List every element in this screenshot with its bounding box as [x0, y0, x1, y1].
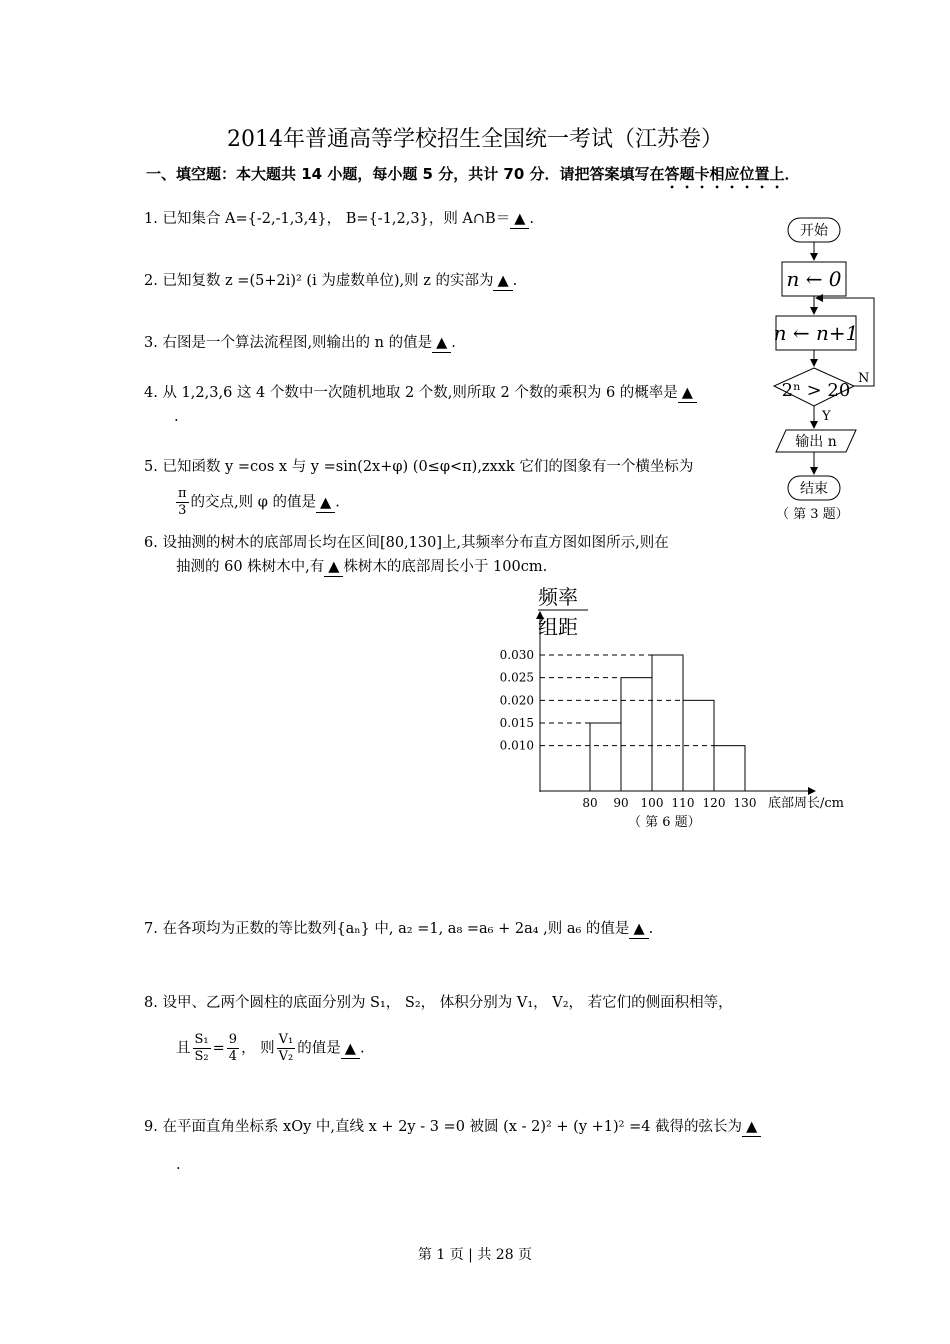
start-label: 开始 — [800, 223, 828, 239]
x-tick-label: 130 — [733, 796, 757, 810]
question-9: 9. 在平面直角坐标系 xOy 中,直线 x + 2y - 3 =0 被圆 (x - 2)² + (y +1)² =4 截得的弦长为 ▲ — [144, 1116, 761, 1138]
fraction-pi-over-3: $\frac{\pi}{3}$ — [178, 486, 187, 518]
condition-label: 2ⁿ > 20 — [781, 380, 851, 401]
question-6: 6. 设抽测的树木的底部周长均在区间[80,130]上,其频率分布直方图如图所示,则在 — [144, 535, 669, 551]
x-tick-label: 90 — [613, 796, 629, 810]
flowchart-caption: （ 第 3 题） — [776, 507, 849, 522]
x-tick-label: 100 — [640, 796, 664, 810]
histogram-bar — [714, 746, 745, 791]
question-2: 2. 已知复数 z =(5+2i)² (i 为虚数单位),则 z 的实部为 ▲ . — [144, 273, 518, 289]
histogram-bar — [590, 723, 621, 791]
flowchart — [760, 210, 890, 510]
answer-blank: ▲ — [316, 494, 335, 513]
fraction-s1-s2: $\frac{\text{S₁}}{\text{S₂}}$ — [194, 1032, 209, 1064]
init-label: n ← 0 — [786, 267, 842, 291]
histogram — [490, 580, 860, 820]
y-tick-label: 0.030 — [499, 648, 534, 662]
question-5-line2: $\frac{\pi}{3}$ 的交点,则 φ 的值是 ▲ . — [178, 486, 340, 518]
answer-blank: ▲ — [341, 1040, 360, 1059]
x-tick-label: 80 — [582, 796, 598, 810]
answer-blank: ▲ — [678, 384, 697, 403]
emphasized-phrase: 答题卡相应位置上 — [664, 165, 785, 183]
question-4: 4. 从 1,2,3,6 这 4 个数中一次随机地取 2 个数,则所取 2 个数的乘积为 6 的概率是 ▲ — [144, 382, 697, 404]
y-label-denominator: 组距 — [538, 615, 578, 639]
no-label: N — [858, 371, 870, 386]
answer-blank: ▲ — [742, 1118, 761, 1137]
histogram-bar — [652, 655, 683, 791]
histogram-bar — [621, 678, 652, 791]
y-tick-label: 0.010 — [499, 738, 534, 753]
y-tick-label: 0.020 — [499, 693, 534, 708]
question-9-end: . — [176, 1157, 181, 1173]
question-7: 7. 在各项均为正数的等比数列{aₙ} 中, a₂ =1, a₈ =a₆ + 2a₄ ,则 a₆ 的值是 ▲ . — [144, 921, 654, 937]
histogram-caption: （ 第 6 题） — [628, 815, 701, 830]
fraction-v1-v2: $\frac{\text{V₁}}{\text{V₂}}$ — [278, 1032, 294, 1064]
question-3: 3. 右图是一个算法流程图,则输出的 n 的值是 ▲ . — [144, 335, 456, 351]
answer-blank: ▲ — [324, 558, 343, 577]
y-label-numerator: 频率 — [538, 585, 578, 609]
question-4-end: . — [174, 409, 179, 425]
x-tick-label: 110 — [671, 796, 695, 810]
y-tick-label: 0.025 — [499, 670, 534, 685]
answer-blank: ▲ — [432, 334, 451, 353]
end-label: 结束 — [800, 481, 828, 497]
section-heading: 一、填空题：本大题共 14 小题，每小题 5 分，共计 70 分．请把答案填写在答题卡相应位置上． — [146, 165, 800, 183]
x-axis-label: 底部周长/cm — [768, 796, 844, 811]
question-6-line2: 抽测的 60 株树木中,有 ▲ 株树木的底部周长小于 100cm. — [176, 559, 548, 575]
output-label: 输出 n — [795, 434, 837, 450]
x-tick-label: 120 — [702, 796, 726, 810]
question-5: 5. 已知函数 y =cos x 与 y =sin(2x+φ) (0≤φ<π),zxxk 它们的图象有一个横坐标为 — [144, 459, 694, 475]
exam-title: 2014年普通高等学校招生全国统一考试（江苏卷） — [227, 127, 723, 152]
question-8-line2: 且 $\frac{\text{S₁}}{\text{S₂}}$ = $\frac{9}{4}$ ， 则 $\frac{\text{V₁}}{\text{V₂}}$ 的值是 ▲ . — [176, 1032, 365, 1064]
fraction-9-4: $\frac{9}{4}$ — [228, 1032, 238, 1064]
page-footer: 第 1 页 | 共 28 页 — [417, 1247, 533, 1263]
answer-blank: ▲ — [493, 272, 512, 291]
question-8: 8. 设甲、乙两个圆柱的底面分别为 S₁， S₂， 体积分别为 V₁， V₂， 若它们的侧面积相等， — [144, 995, 733, 1011]
question-1: 1. 已知集合 A={-2,-1,3,4}， B={-1,2,3}，则 A∩B＝ ▲ . — [144, 211, 534, 227]
yes-label: Y — [822, 409, 831, 424]
step-label: n ← n+1 — [773, 321, 859, 345]
y-tick-label: 0.015 — [499, 716, 534, 730]
answer-blank: ▲ — [629, 920, 648, 939]
answer-blank: ▲ — [510, 210, 529, 229]
